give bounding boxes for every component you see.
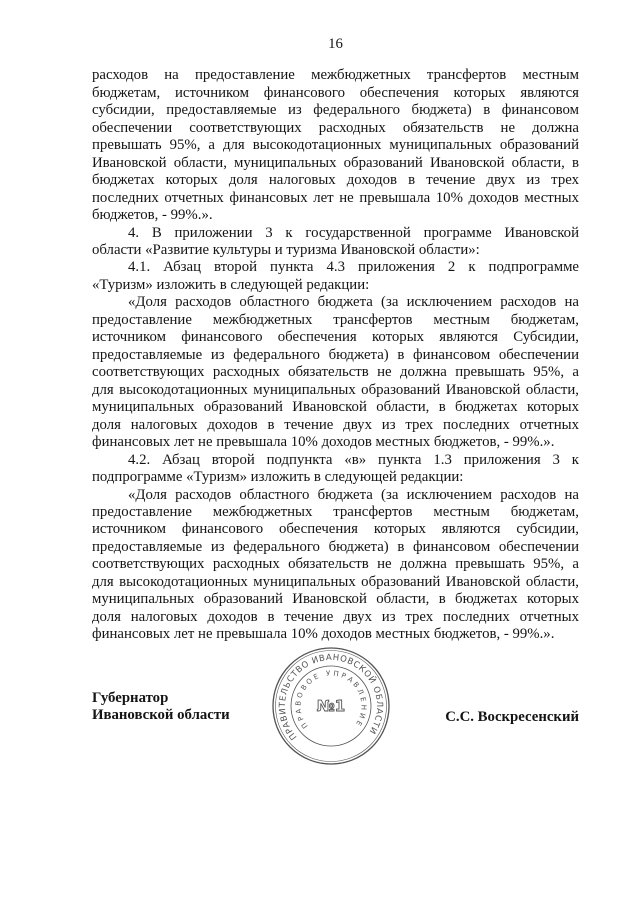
text-line: источником финансового обеспечения которых являются субсидии, [92,521,579,538]
text-line: муниципальных образований Ивановской области, в бюджетах которых [92,399,579,416]
official-stamp [271,646,391,766]
text-line: «Доля расходов областного бюджета (за исключением расходов на [128,486,579,503]
paragraph-item-4-1 [92,259,579,294]
paragraph-item-4 [92,225,579,260]
text-line: для высокодотационных муниципальных образований Ивановской области, [92,573,579,590]
text-line: «Доля расходов областного бюджета (за исключением расходов на [128,294,579,311]
text-line: предоставление межбюджетных трансфертов местным бюджетам, [92,311,579,328]
text-line: для высокодотационных муниципальных образований Ивановской области, [92,381,579,398]
quoted-paragraph-1 [92,294,579,451]
text-line: бюджетов, - 99%.». [92,207,213,224]
text-line: субсидии, предоставляемые из федерального бюджета) в финансовом [92,102,579,119]
text-line: предоставляемые из федерального бюджета) в финансовом обеспечении [92,346,579,363]
text-line: Ивановской области, муниципальных образований Ивановской области, в [92,154,579,171]
text-line: финансовых лет не превышала 10% доходов местных бюджетов, - 99%.». [92,434,555,451]
text-line: 4.2. Абзац второй подпункта «в» пункта 1.3 приложения 3 к [128,451,579,468]
text-line: финансовых лет не превышала 10% доходов местных бюджетов, - 99%.». [92,626,555,643]
signatory-name: С.С. Воскресенский [445,708,579,725]
document-body [92,67,579,643]
text-line: обеспечении соответствующих расходных обязательств не должна [92,119,579,136]
text-line: области «Развитие культуры и туризма Ивановской области»: [92,241,480,258]
paragraph-continuation [92,67,579,224]
page-number: 16 [328,36,343,52]
text-line: последних отчетных финансовых лет не превышала 10% доходов местных [92,189,579,206]
stamp-inner-text: ПРАВОВОЕ УПРАВЛЕНИЕ [294,669,368,730]
signatory-title: Губернатор [92,690,169,706]
text-line: доля налоговых доходов в течение двух из трех последних отчетных [92,608,579,625]
quoted-paragraph-2 [92,487,579,644]
signatory-region: Ивановской области [92,707,230,724]
text-line: доля налоговых доходов в течение двух из трех последних отчетных [92,416,579,433]
text-line: подпрограмме «Туризм» изложить в следующей редакции: [92,469,464,486]
text-line: бюджетам, источником финансового обеспечения которых являются [92,84,579,101]
text-line: «Туризм» изложить в следующей редакции: [92,276,370,293]
text-line: 4. В приложении 3 к государственной программе Ивановской [128,224,579,241]
stamp-number: №1 [316,697,346,715]
text-line: соответствующих расходных обязательств не должна превышать 95%, а [92,556,579,573]
signatory-position [92,690,230,725]
text-line: превышать 95%, а для высокодотационных муниципальных образований [92,137,579,154]
text-line: 4.1. Абзац второй пункта 4.3 приложения 2 к подпрограмме [128,259,579,276]
text-line: источником финансового обеспечения которых являются Субсидии, [92,329,579,346]
text-line: соответствующих расходных обязательств не должна превышать 95%, а [92,364,579,381]
text-line: расходов на предоставление межбюджетных трансфертов местным [92,67,579,84]
text-line: предоставление межбюджетных трансфертов местным бюджетам, [92,504,579,521]
stamp-outer-text: ПРАВИТЕЛЬСТВО ИВАНОВСКОЙ ОБЛАСТИ [277,652,385,742]
paragraph-item-4-2 [92,452,579,487]
text-line: бюджетах которых доля налоговых доходов в течение двух из трех [92,172,579,189]
text-line: предоставляемые из федерального бюджета) в финансовом обеспечении [92,538,579,555]
text-line: муниципальных образований Ивановской области, в бюджетах которых [92,591,579,608]
